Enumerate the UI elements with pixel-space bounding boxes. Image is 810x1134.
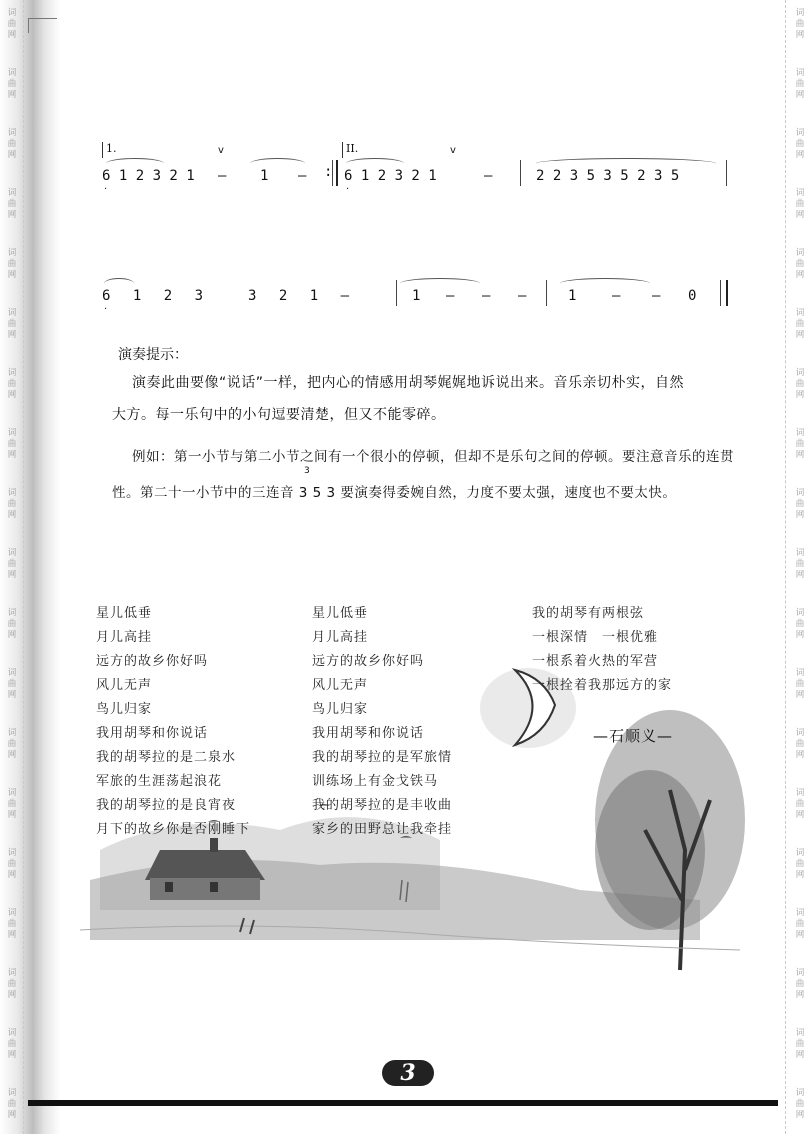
watermark-char: 词 — [795, 1088, 805, 1098]
barline — [546, 280, 547, 306]
barline — [396, 280, 397, 306]
final-barline — [726, 280, 728, 306]
dash: – — [518, 288, 527, 304]
watermark-char: 网 — [7, 90, 17, 100]
watermark-char: 词 — [7, 908, 17, 918]
poem-line: 星儿低垂 — [312, 606, 369, 621]
notes-group: 6 1 2 3 — [102, 288, 204, 304]
watermark-char: 词 — [7, 128, 17, 138]
dash: – — [612, 288, 621, 304]
watermark-char: 网 — [795, 750, 805, 760]
poem-line: 远方的故乡你好吗 — [96, 654, 209, 669]
watermark-char: 网 — [7, 870, 17, 880]
low-octave-dot: · — [346, 184, 350, 195]
barline — [520, 160, 521, 186]
watermark-char: 网 — [795, 690, 805, 700]
poem-line: 风儿无声 — [312, 678, 369, 693]
watermark-char: 曲 — [7, 1039, 17, 1049]
poem-line: 鸟儿归家 — [312, 702, 369, 717]
watermark-char: 网 — [795, 150, 805, 160]
watermark-char: 曲 — [7, 259, 17, 269]
dash: – — [482, 288, 491, 304]
watermark-char: 网 — [795, 810, 805, 820]
watermark-char: 词 — [7, 608, 17, 618]
poem-line: 一根拴着我那远方的家 — [532, 678, 673, 693]
watermark-char: 曲 — [7, 499, 17, 509]
watermark-char: 词 — [7, 968, 17, 978]
watermark-char: 曲 — [7, 199, 17, 209]
rest: 0 — [688, 288, 697, 304]
watermark-char: 词 — [795, 68, 805, 78]
watermark-char: 曲 — [795, 259, 805, 269]
poem-line: 我的胡琴拉的是军旅情 — [312, 750, 453, 765]
watermark-char: 词 — [7, 788, 17, 798]
watermark-char: 网 — [7, 1050, 17, 1060]
watermark-char: 网 — [7, 810, 17, 820]
watermark-char: 词 — [7, 428, 17, 438]
watermark-char: 词 — [795, 668, 805, 678]
watermark-char: 曲 — [7, 619, 17, 629]
watermark-char: 网 — [7, 150, 17, 160]
watermark-char: 网 — [7, 390, 17, 400]
watermark-char: 网 — [7, 990, 17, 1000]
watermark-char: 词 — [795, 488, 805, 498]
watermark-char: 网 — [7, 450, 17, 460]
hints-para2-line2: 性。第二十一小节中的三连音 3 5 3 要演奏得委婉自然，力度不要太强，速度也不要太快。 — [112, 485, 677, 501]
tie — [250, 158, 305, 169]
watermark-char: 曲 — [7, 319, 17, 329]
dash: – — [298, 168, 307, 184]
notes-group: 6 1 2 3 2 1 — [344, 168, 437, 184]
watermark-char: 曲 — [7, 679, 17, 689]
poem-line: 一根系着火热的军营 — [532, 654, 659, 669]
watermark-char: 词 — [795, 848, 805, 858]
score-line-2 — [100, 262, 730, 322]
watermark-char: 网 — [795, 1110, 805, 1120]
watermark-char: 曲 — [7, 799, 17, 809]
watermark-char: 网 — [7, 690, 17, 700]
watermark-char: 词 — [795, 548, 805, 558]
watermark-column-left — [2, 0, 22, 1134]
poem-column-2 — [312, 602, 452, 842]
watermark-char: 网 — [795, 570, 805, 580]
watermark-char: 曲 — [7, 739, 17, 749]
watermark-char: 曲 — [795, 139, 805, 149]
watermark-char: 词 — [795, 608, 805, 618]
poem-line: 训练场上有金戈铁马 — [312, 774, 439, 789]
page-corner-mark — [28, 18, 57, 33]
watermark-char: 曲 — [7, 919, 17, 929]
poem-line: 军旅的生涯荡起浪花 — [96, 774, 223, 789]
watermark-char: 曲 — [795, 559, 805, 569]
watermark-char: 曲 — [795, 79, 805, 89]
watermark-char: 网 — [795, 210, 805, 220]
hints-para1-line1: 演奏此曲要像“说话”一样，把内心的情感用胡琴娓娓地诉说出来。音乐亲切朴实，自然 — [132, 375, 685, 391]
watermark-char: 网 — [7, 750, 17, 760]
watermark-char: 曲 — [7, 859, 17, 869]
watermark-char: 网 — [795, 30, 805, 40]
watermark-char: 词 — [7, 848, 17, 858]
watermark-char: 词 — [795, 908, 805, 918]
watermark-char: 曲 — [795, 919, 805, 929]
bottom-rule — [28, 1100, 778, 1106]
watermark-char: 曲 — [795, 679, 805, 689]
poem-line: 家乡的田野总让我牵挂 — [312, 822, 453, 837]
watermark-char: 词 — [795, 368, 805, 378]
poem-line: 我用胡琴和你说话 — [312, 726, 425, 741]
watermark-char: 网 — [7, 510, 17, 520]
watermark-char: 曲 — [7, 1099, 17, 1109]
poem-line: 我的胡琴拉的是丰收曲 — [312, 798, 453, 813]
watermark-char: 曲 — [795, 619, 805, 629]
watermark-char: 词 — [795, 728, 805, 738]
poem-line: 一根深情 一根优雅 — [532, 630, 659, 645]
page-number: 3 — [382, 1060, 434, 1086]
triplet-mark: 3 — [304, 466, 310, 476]
watermark-char: 网 — [7, 630, 17, 640]
notes-group: 6 1 2 3 2 1 — [102, 168, 195, 184]
watermark-char: 网 — [795, 1050, 805, 1060]
watermark-char: 网 — [795, 510, 805, 520]
watermark-char: 词 — [795, 308, 805, 318]
watermark-char: 网 — [795, 990, 805, 1000]
watermark-char: 词 — [7, 1028, 17, 1038]
watermark-char: 曲 — [795, 979, 805, 989]
watermark-char: 曲 — [795, 19, 805, 29]
watermark-char: 词 — [7, 308, 17, 318]
poem-author: —石顺义— — [593, 727, 674, 745]
note: 1 — [412, 288, 421, 304]
notes-group: 3 2 1 – — [248, 288, 350, 304]
note-fermata: 1 — [568, 288, 577, 304]
watermark-char: 曲 — [7, 79, 17, 89]
poem-line: 我的胡琴有两根弦 — [532, 606, 645, 621]
watermark-char: 曲 — [795, 499, 805, 509]
repeat-dots: : — [324, 164, 333, 180]
watermark-char: 词 — [795, 968, 805, 978]
barline — [332, 160, 333, 186]
watermark-char: 词 — [7, 548, 17, 558]
poem-line: 风儿无声 — [96, 678, 153, 693]
low-octave-dot: · — [104, 184, 108, 195]
watermark-char: 词 — [795, 128, 805, 138]
watermark-char: 网 — [795, 450, 805, 460]
score-line-1 — [100, 142, 730, 202]
watermark-rule-right — [785, 0, 787, 1134]
watermark-char: 曲 — [795, 319, 805, 329]
watermark-char: 曲 — [795, 1039, 805, 1049]
watermark-char: 曲 — [7, 439, 17, 449]
watermark-char: 网 — [795, 870, 805, 880]
dash: – — [446, 288, 455, 304]
poem-line: 星儿低垂 — [96, 606, 153, 621]
watermark-char: 网 — [7, 210, 17, 220]
barline — [720, 280, 721, 306]
poem-line: 鸟儿归家 — [96, 702, 153, 717]
poem-line: 月儿高挂 — [96, 630, 153, 645]
watermark-char: 曲 — [795, 799, 805, 809]
poem-line: 我的胡琴拉的是二泉水 — [96, 750, 237, 765]
watermark-char: 曲 — [7, 139, 17, 149]
watermark-char: 词 — [7, 68, 17, 78]
watermark-column-right — [790, 0, 810, 1134]
watermark-char: 曲 — [7, 979, 17, 989]
watermark-char: 网 — [7, 930, 17, 940]
watermark-char: 词 — [7, 1088, 17, 1098]
watermark-char: 网 — [7, 270, 17, 280]
watermark-char: 网 — [795, 270, 805, 280]
notes-group: 2 2 3 5 3 5 2 3 5 — [536, 168, 680, 184]
hints-para1-line2: 大方。每一乐句中的小句逗要清楚，但又不能零碎。 — [112, 407, 446, 423]
watermark-char: 曲 — [7, 379, 17, 389]
watermark-char: 曲 — [7, 19, 17, 29]
watermark-char: 词 — [795, 1028, 805, 1038]
watermark-char: 曲 — [7, 559, 17, 569]
watermark-char: 词 — [795, 428, 805, 438]
barline — [726, 160, 727, 186]
hints-title: 演奏提示： — [118, 347, 188, 363]
dash: – — [484, 168, 493, 184]
watermark-char: 词 — [795, 8, 805, 18]
poem-line: 我用胡琴和你说话 — [96, 726, 209, 741]
watermark-char: 词 — [795, 248, 805, 258]
watermark-char: 曲 — [795, 439, 805, 449]
watermark-rule-left — [23, 0, 25, 1134]
watermark-char: 词 — [7, 728, 17, 738]
watermark-char: 词 — [7, 668, 17, 678]
watermark-char: 网 — [795, 330, 805, 340]
poem-column-1 — [96, 602, 250, 842]
note: 1 — [260, 168, 269, 184]
watermark-char: 词 — [7, 368, 17, 378]
hints-para2-line1: 例如：第一小节与第二小节之间有一个很小的停顿，但却不是乐句之间的停顿。要注意音乐的连贯 — [132, 449, 734, 465]
volta-first-ending: 1. — [102, 142, 117, 158]
poem-line: 远方的故乡你好吗 — [312, 654, 425, 669]
breath-mark: v — [218, 145, 224, 156]
barline — [336, 160, 338, 186]
watermark-char: 网 — [795, 630, 805, 640]
poem-line: 月儿高挂 — [312, 630, 369, 645]
watermark-char: 网 — [7, 1110, 17, 1120]
dash: – — [652, 288, 661, 304]
watermark-char: 曲 — [795, 199, 805, 209]
watermark-char: 网 — [795, 390, 805, 400]
watermark-char: 词 — [7, 248, 17, 258]
watermark-char: 曲 — [795, 739, 805, 749]
watermark-char: 网 — [7, 570, 17, 580]
watermark-char: 词 — [795, 188, 805, 198]
watermark-char: 网 — [795, 930, 805, 940]
watermark-char: 曲 — [795, 379, 805, 389]
watermark-char: 词 — [795, 788, 805, 798]
breath-mark: v — [450, 145, 456, 156]
poem-line: 我的胡琴拉的是良宵夜 — [96, 798, 237, 813]
poem-line: 月下的故乡你是否刚睡下 — [96, 822, 251, 837]
watermark-char: 网 — [7, 30, 17, 40]
poem-column-3 — [532, 602, 672, 698]
watermark-char: 曲 — [795, 1099, 805, 1109]
dash: – — [218, 168, 227, 184]
watermark-char: 网 — [795, 90, 805, 100]
watermark-char: 词 — [7, 488, 17, 498]
volta-second-ending: II. — [342, 142, 358, 158]
low-octave-dot: · — [104, 304, 108, 315]
watermark-char: 曲 — [795, 859, 805, 869]
watermark-char: 词 — [7, 8, 17, 18]
watermark-char: 词 — [7, 188, 17, 198]
watermark-char: 网 — [7, 330, 17, 340]
